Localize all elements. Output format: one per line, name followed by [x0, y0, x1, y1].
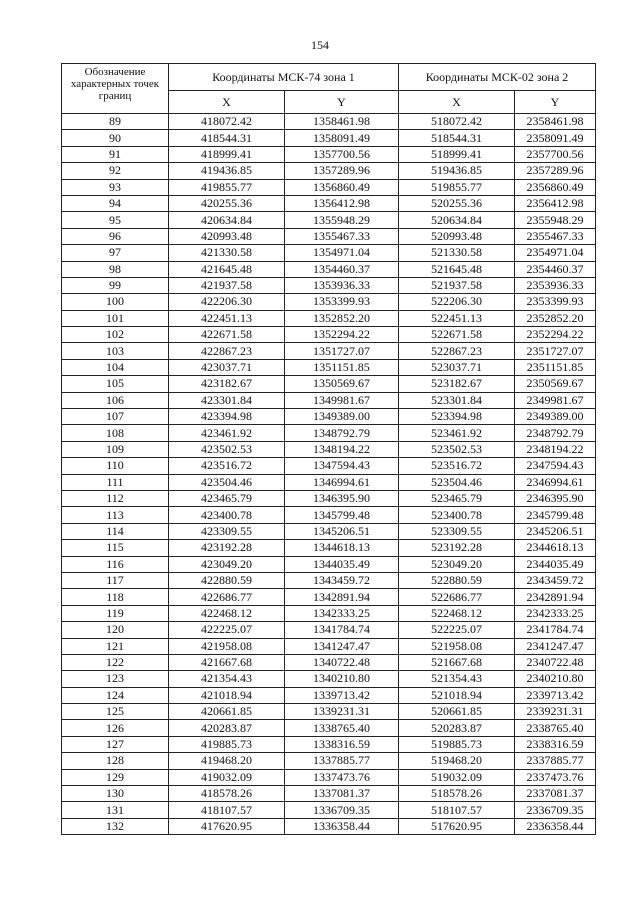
cell-msk02-y: 2358091.49 — [515, 130, 596, 146]
cell-msk74-y: 1344035.49 — [285, 556, 399, 572]
cell-msk02-y: 2348792.79 — [515, 425, 596, 441]
cell-msk02-y: 2352294.22 — [515, 327, 596, 343]
cell-point-number: 117 — [62, 572, 169, 588]
cell-msk02-x: 518107.57 — [399, 802, 515, 818]
cell-msk74-y: 1358091.49 — [285, 130, 399, 146]
cell-msk74-x: 421937.58 — [169, 277, 285, 293]
cell-msk74-x: 420634.84 — [169, 212, 285, 228]
cell-msk02-x: 523049.20 — [399, 556, 515, 572]
cell-msk74-x: 421958.08 — [169, 638, 285, 654]
cell-point-number: 102 — [62, 327, 169, 343]
cell-msk02-x: 520634.84 — [399, 212, 515, 228]
table-row — [62, 114, 596, 130]
cell-msk02-y: 2338316.59 — [515, 736, 596, 752]
cell-msk74-x: 423182.67 — [169, 376, 285, 392]
cell-msk74-y: 1356412.98 — [285, 195, 399, 211]
cell-msk74-y: 1337081.37 — [285, 786, 399, 802]
table-row — [62, 753, 596, 769]
table-row — [62, 654, 596, 670]
cell-msk02-y: 2349389.00 — [515, 409, 596, 425]
cell-msk74-y: 1349389.00 — [285, 409, 399, 425]
cell-msk02-x: 518578.26 — [399, 786, 515, 802]
cell-msk02-y: 2352852.20 — [515, 310, 596, 326]
cell-msk02-x: 522451.13 — [399, 310, 515, 326]
cell-msk02-x: 518999.41 — [399, 146, 515, 162]
cell-point-number: 103 — [62, 343, 169, 359]
cell-msk02-x: 522206.30 — [399, 294, 515, 310]
table-row — [62, 507, 596, 523]
cell-msk02-y: 2342333.25 — [515, 605, 596, 621]
cell-msk02-x: 519855.77 — [399, 179, 515, 195]
cell-msk02-x: 522225.07 — [399, 622, 515, 638]
table-row — [62, 622, 596, 638]
cell-msk02-y: 2342891.94 — [515, 589, 596, 605]
table-row — [62, 376, 596, 392]
cell-point-number: 91 — [62, 146, 169, 162]
cell-msk02-y: 2351727.07 — [515, 343, 596, 359]
cell-msk02-x: 521645.48 — [399, 261, 515, 277]
cell-msk02-y: 2354460.37 — [515, 261, 596, 277]
table-row — [62, 343, 596, 359]
cell-msk02-x: 521667.68 — [399, 654, 515, 670]
cell-msk74-y: 1348792.79 — [285, 425, 399, 441]
table-row — [62, 540, 596, 556]
cell-msk74-y: 1336709.35 — [285, 802, 399, 818]
cell-msk74-y: 1355948.29 — [285, 212, 399, 228]
cell-msk74-x: 423516.72 — [169, 458, 285, 474]
cell-msk74-y: 1349981.67 — [285, 392, 399, 408]
header-msk02-group: Координаты МСК-02 зона 2 — [399, 64, 596, 91]
table-row — [62, 130, 596, 146]
cell-msk74-x: 420993.48 — [169, 228, 285, 244]
cell-msk74-x: 420661.85 — [169, 704, 285, 720]
cell-msk02-x: 523502.53 — [399, 441, 515, 457]
table-row — [62, 146, 596, 162]
cell-msk02-x: 523192.28 — [399, 540, 515, 556]
cell-point-number: 130 — [62, 786, 169, 802]
cell-msk02-y: 2337473.76 — [515, 769, 596, 785]
cell-point-number: 114 — [62, 523, 169, 539]
cell-msk02-y: 2344035.49 — [515, 556, 596, 572]
table-row — [62, 212, 596, 228]
header-msk74-x: X — [169, 91, 285, 114]
cell-msk74-y: 1355467.33 — [285, 228, 399, 244]
cell-msk02-x: 519436.85 — [399, 163, 515, 179]
cell-point-number: 110 — [62, 458, 169, 474]
cell-msk02-y: 2343459.72 — [515, 572, 596, 588]
table-row — [62, 736, 596, 752]
cell-msk74-y: 1354460.37 — [285, 261, 399, 277]
table-row — [62, 179, 596, 195]
cell-msk02-x: 522867.23 — [399, 343, 515, 359]
cell-msk02-y: 2345799.48 — [515, 507, 596, 523]
cell-point-number: 113 — [62, 507, 169, 523]
cell-point-number: 107 — [62, 409, 169, 425]
table-row — [62, 327, 596, 343]
header-msk02-x: X — [399, 91, 515, 114]
header-msk74-group: Координаты МСК-74 зона 1 — [169, 64, 399, 91]
cell-point-number: 122 — [62, 654, 169, 670]
cell-point-number: 128 — [62, 753, 169, 769]
cell-point-number: 127 — [62, 736, 169, 752]
table-row — [62, 163, 596, 179]
table-row — [62, 195, 596, 211]
cell-point-number: 111 — [62, 474, 169, 490]
cell-msk74-x: 419032.09 — [169, 769, 285, 785]
cell-msk74-y: 1346395.90 — [285, 490, 399, 506]
cell-msk74-x: 420255.36 — [169, 195, 285, 211]
cell-msk02-x: 518544.31 — [399, 130, 515, 146]
table-row — [62, 786, 596, 802]
cell-msk74-x: 418578.26 — [169, 786, 285, 802]
cell-msk74-y: 1345799.48 — [285, 507, 399, 523]
cell-msk02-x: 522686.77 — [399, 589, 515, 605]
header-point-designation: Обозначение характерных точек границ — [62, 64, 169, 114]
cell-msk74-x: 419436.85 — [169, 163, 285, 179]
cell-point-number: 116 — [62, 556, 169, 572]
cell-msk74-y: 1352294.22 — [285, 327, 399, 343]
cell-point-number: 104 — [62, 359, 169, 375]
cell-msk02-x: 521958.08 — [399, 638, 515, 654]
cell-msk74-x: 422671.58 — [169, 327, 285, 343]
cell-msk74-y: 1352852.20 — [285, 310, 399, 326]
cell-msk74-x: 418107.57 — [169, 802, 285, 818]
cell-msk02-x: 522468.12 — [399, 605, 515, 621]
table-row — [62, 802, 596, 818]
cell-point-number: 106 — [62, 392, 169, 408]
table-row — [62, 589, 596, 605]
cell-point-number: 123 — [62, 671, 169, 687]
cell-point-number: 108 — [62, 425, 169, 441]
cell-point-number: 118 — [62, 589, 169, 605]
cell-msk74-y: 1339713.42 — [285, 687, 399, 703]
cell-msk02-y: 2356412.98 — [515, 195, 596, 211]
cell-msk74-y: 1348194.22 — [285, 441, 399, 457]
cell-msk74-y: 1351151.85 — [285, 359, 399, 375]
cell-point-number: 131 — [62, 802, 169, 818]
cell-msk74-x: 419885.73 — [169, 736, 285, 752]
cell-point-number: 121 — [62, 638, 169, 654]
cell-msk02-x: 523394.98 — [399, 409, 515, 425]
cell-msk02-x: 523504.46 — [399, 474, 515, 490]
table-row — [62, 228, 596, 244]
table-row — [62, 605, 596, 621]
coordinates-table — [61, 63, 596, 835]
cell-msk74-x: 421645.48 — [169, 261, 285, 277]
cell-msk74-x: 422880.59 — [169, 572, 285, 588]
cell-msk02-x: 520993.48 — [399, 228, 515, 244]
table-row — [62, 359, 596, 375]
cell-msk74-y: 1358461.98 — [285, 114, 399, 130]
cell-point-number: 95 — [62, 212, 169, 228]
cell-msk74-x: 420283.87 — [169, 720, 285, 736]
cell-msk02-x: 519032.09 — [399, 769, 515, 785]
cell-msk74-y: 1336358.44 — [285, 818, 399, 834]
cell-msk02-x: 521330.58 — [399, 245, 515, 261]
cell-point-number: 126 — [62, 720, 169, 736]
cell-msk02-y: 2349981.67 — [515, 392, 596, 408]
cell-point-number: 125 — [62, 704, 169, 720]
cell-point-number: 100 — [62, 294, 169, 310]
cell-msk74-y: 1354971.04 — [285, 245, 399, 261]
cell-point-number: 98 — [62, 261, 169, 277]
table-row — [62, 720, 596, 736]
cell-msk02-y: 2337081.37 — [515, 786, 596, 802]
cell-msk02-y: 2346395.90 — [515, 490, 596, 506]
cell-msk02-x: 521354.43 — [399, 671, 515, 687]
table-row — [62, 818, 596, 834]
cell-msk74-x: 421354.43 — [169, 671, 285, 687]
cell-msk74-y: 1346994.61 — [285, 474, 399, 490]
cell-msk02-y: 2358461.98 — [515, 114, 596, 130]
table-row — [62, 769, 596, 785]
cell-point-number: 99 — [62, 277, 169, 293]
cell-msk74-x: 421330.58 — [169, 245, 285, 261]
cell-point-number: 96 — [62, 228, 169, 244]
cell-msk74-y: 1338765.40 — [285, 720, 399, 736]
table-row — [62, 572, 596, 588]
cell-msk74-y: 1350569.67 — [285, 376, 399, 392]
cell-msk02-x: 523461.92 — [399, 425, 515, 441]
cell-msk74-x: 419855.77 — [169, 179, 285, 195]
cell-msk02-y: 2353936.33 — [515, 277, 596, 293]
cell-msk02-y: 2336358.44 — [515, 818, 596, 834]
cell-point-number: 120 — [62, 622, 169, 638]
cell-msk02-x: 523400.78 — [399, 507, 515, 523]
cell-msk02-y: 2351151.85 — [515, 359, 596, 375]
cell-msk74-y: 1337473.76 — [285, 769, 399, 785]
cell-msk74-x: 423037.71 — [169, 359, 285, 375]
table-row — [62, 638, 596, 654]
table-row — [62, 687, 596, 703]
cell-msk02-y: 2345206.51 — [515, 523, 596, 539]
cell-msk74-y: 1347594.43 — [285, 458, 399, 474]
cell-point-number: 92 — [62, 163, 169, 179]
cell-msk74-x: 423502.53 — [169, 441, 285, 457]
cell-point-number: 112 — [62, 490, 169, 506]
cell-point-number: 105 — [62, 376, 169, 392]
cell-msk74-x: 418544.31 — [169, 130, 285, 146]
cell-msk74-x: 423049.20 — [169, 556, 285, 572]
cell-msk74-x: 423465.79 — [169, 490, 285, 506]
cell-msk74-y: 1342891.94 — [285, 589, 399, 605]
cell-msk74-x: 422686.77 — [169, 589, 285, 605]
cell-msk74-y: 1357700.56 — [285, 146, 399, 162]
cell-msk74-x: 418072.42 — [169, 114, 285, 130]
cell-msk74-y: 1353399.93 — [285, 294, 399, 310]
cell-msk02-y: 2340210.80 — [515, 671, 596, 687]
cell-point-number: 90 — [62, 130, 169, 146]
cell-msk02-y: 2339231.31 — [515, 704, 596, 720]
cell-msk74-x: 423309.55 — [169, 523, 285, 539]
cell-msk74-y: 1338316.59 — [285, 736, 399, 752]
cell-msk74-y: 1340210.80 — [285, 671, 399, 687]
table-row — [62, 458, 596, 474]
cell-point-number: 101 — [62, 310, 169, 326]
cell-msk02-x: 518072.42 — [399, 114, 515, 130]
cell-msk02-y: 2347594.43 — [515, 458, 596, 474]
cell-msk74-x: 417620.95 — [169, 818, 285, 834]
cell-msk02-y: 2339713.42 — [515, 687, 596, 703]
table-row — [62, 523, 596, 539]
table-row — [62, 294, 596, 310]
cell-msk74-y: 1341784.74 — [285, 622, 399, 638]
cell-msk02-y: 2338765.40 — [515, 720, 596, 736]
cell-point-number: 94 — [62, 195, 169, 211]
table-row — [62, 409, 596, 425]
cell-msk02-x: 521937.58 — [399, 277, 515, 293]
cell-msk02-y: 2348194.22 — [515, 441, 596, 457]
cell-msk02-y: 2344618.13 — [515, 540, 596, 556]
cell-point-number: 109 — [62, 441, 169, 457]
cell-msk02-x: 523182.67 — [399, 376, 515, 392]
cell-msk74-x: 422225.07 — [169, 622, 285, 638]
cell-msk74-x: 421667.68 — [169, 654, 285, 670]
cell-msk74-y: 1340722.48 — [285, 654, 399, 670]
cell-msk74-x: 423394.98 — [169, 409, 285, 425]
cell-msk02-x: 521018.94 — [399, 687, 515, 703]
cell-msk74-y: 1337885.77 — [285, 753, 399, 769]
cell-msk02-x: 523465.79 — [399, 490, 515, 506]
cell-point-number: 93 — [62, 179, 169, 195]
cell-msk74-y: 1357289.96 — [285, 163, 399, 179]
cell-msk74-y: 1339231.31 — [285, 704, 399, 720]
cell-msk02-y: 2341247.47 — [515, 638, 596, 654]
cell-msk02-y: 2336709.35 — [515, 802, 596, 818]
table-row — [62, 441, 596, 457]
cell-msk02-x: 519468.20 — [399, 753, 515, 769]
cell-msk74-y: 1345206.51 — [285, 523, 399, 539]
cell-msk74-y: 1344618.13 — [285, 540, 399, 556]
cell-msk02-y: 2346994.61 — [515, 474, 596, 490]
cell-msk74-x: 419468.20 — [169, 753, 285, 769]
table-row — [62, 392, 596, 408]
cell-msk74-x: 423504.46 — [169, 474, 285, 490]
cell-point-number: 119 — [62, 605, 169, 621]
cell-msk74-y: 1341247.47 — [285, 638, 399, 654]
cell-msk02-y: 2355948.29 — [515, 212, 596, 228]
cell-point-number: 97 — [62, 245, 169, 261]
cell-msk02-x: 520661.85 — [399, 704, 515, 720]
cell-msk74-x: 423301.84 — [169, 392, 285, 408]
cell-msk74-x: 422867.23 — [169, 343, 285, 359]
table-row — [62, 556, 596, 572]
cell-msk74-x: 423461.92 — [169, 425, 285, 441]
cell-msk02-x: 522671.58 — [399, 327, 515, 343]
table-row — [62, 245, 596, 261]
table-row — [62, 704, 596, 720]
cell-msk02-x: 523301.84 — [399, 392, 515, 408]
cell-msk74-x: 418999.41 — [169, 146, 285, 162]
cell-msk02-y: 2357289.96 — [515, 163, 596, 179]
cell-msk74-x: 422468.12 — [169, 605, 285, 621]
cell-msk74-y: 1351727.07 — [285, 343, 399, 359]
cell-msk74-x: 421018.94 — [169, 687, 285, 703]
cell-msk02-y: 2341784.74 — [515, 622, 596, 638]
cell-msk02-x: 522880.59 — [399, 572, 515, 588]
table-row — [62, 474, 596, 490]
cell-msk02-x: 520283.87 — [399, 720, 515, 736]
table-row — [62, 277, 596, 293]
cell-point-number: 89 — [62, 114, 169, 130]
cell-msk02-y: 2357700.56 — [515, 146, 596, 162]
cell-msk74-x: 422206.30 — [169, 294, 285, 310]
cell-msk74-x: 423192.28 — [169, 540, 285, 556]
header-msk02-y: Y — [515, 91, 596, 114]
cell-msk02-y: 2350569.67 — [515, 376, 596, 392]
cell-msk02-x: 520255.36 — [399, 195, 515, 211]
cell-msk74-x: 422451.13 — [169, 310, 285, 326]
cell-point-number: 124 — [62, 687, 169, 703]
cell-msk74-y: 1343459.72 — [285, 572, 399, 588]
table-body — [62, 114, 596, 835]
cell-msk74-x: 423400.78 — [169, 507, 285, 523]
table-header — [62, 64, 596, 114]
cell-point-number: 129 — [62, 769, 169, 785]
cell-msk74-y: 1356860.49 — [285, 179, 399, 195]
cell-msk74-y: 1353936.33 — [285, 277, 399, 293]
cell-msk02-y: 2355467.33 — [515, 228, 596, 244]
cell-point-number: 115 — [62, 540, 169, 556]
table-row — [62, 310, 596, 326]
cell-msk02-y: 2353399.93 — [515, 294, 596, 310]
cell-msk02-x: 523037.71 — [399, 359, 515, 375]
cell-point-number: 132 — [62, 818, 169, 834]
table-row — [62, 490, 596, 506]
table-row — [62, 671, 596, 687]
cell-msk02-y: 2356860.49 — [515, 179, 596, 195]
cell-msk02-x: 523516.72 — [399, 458, 515, 474]
cell-msk02-x: 523309.55 — [399, 523, 515, 539]
cell-msk02-y: 2340722.48 — [515, 654, 596, 670]
cell-msk02-y: 2337885.77 — [515, 753, 596, 769]
cell-msk02-x: 519885.73 — [399, 736, 515, 752]
table-row — [62, 425, 596, 441]
cell-msk02-y: 2354971.04 — [515, 245, 596, 261]
page-number: 154 — [311, 38, 329, 52]
table-row — [62, 261, 596, 277]
header-msk74-y: Y — [285, 91, 399, 114]
cell-msk74-y: 1342333.25 — [285, 605, 399, 621]
cell-msk02-x: 517620.95 — [399, 818, 515, 834]
